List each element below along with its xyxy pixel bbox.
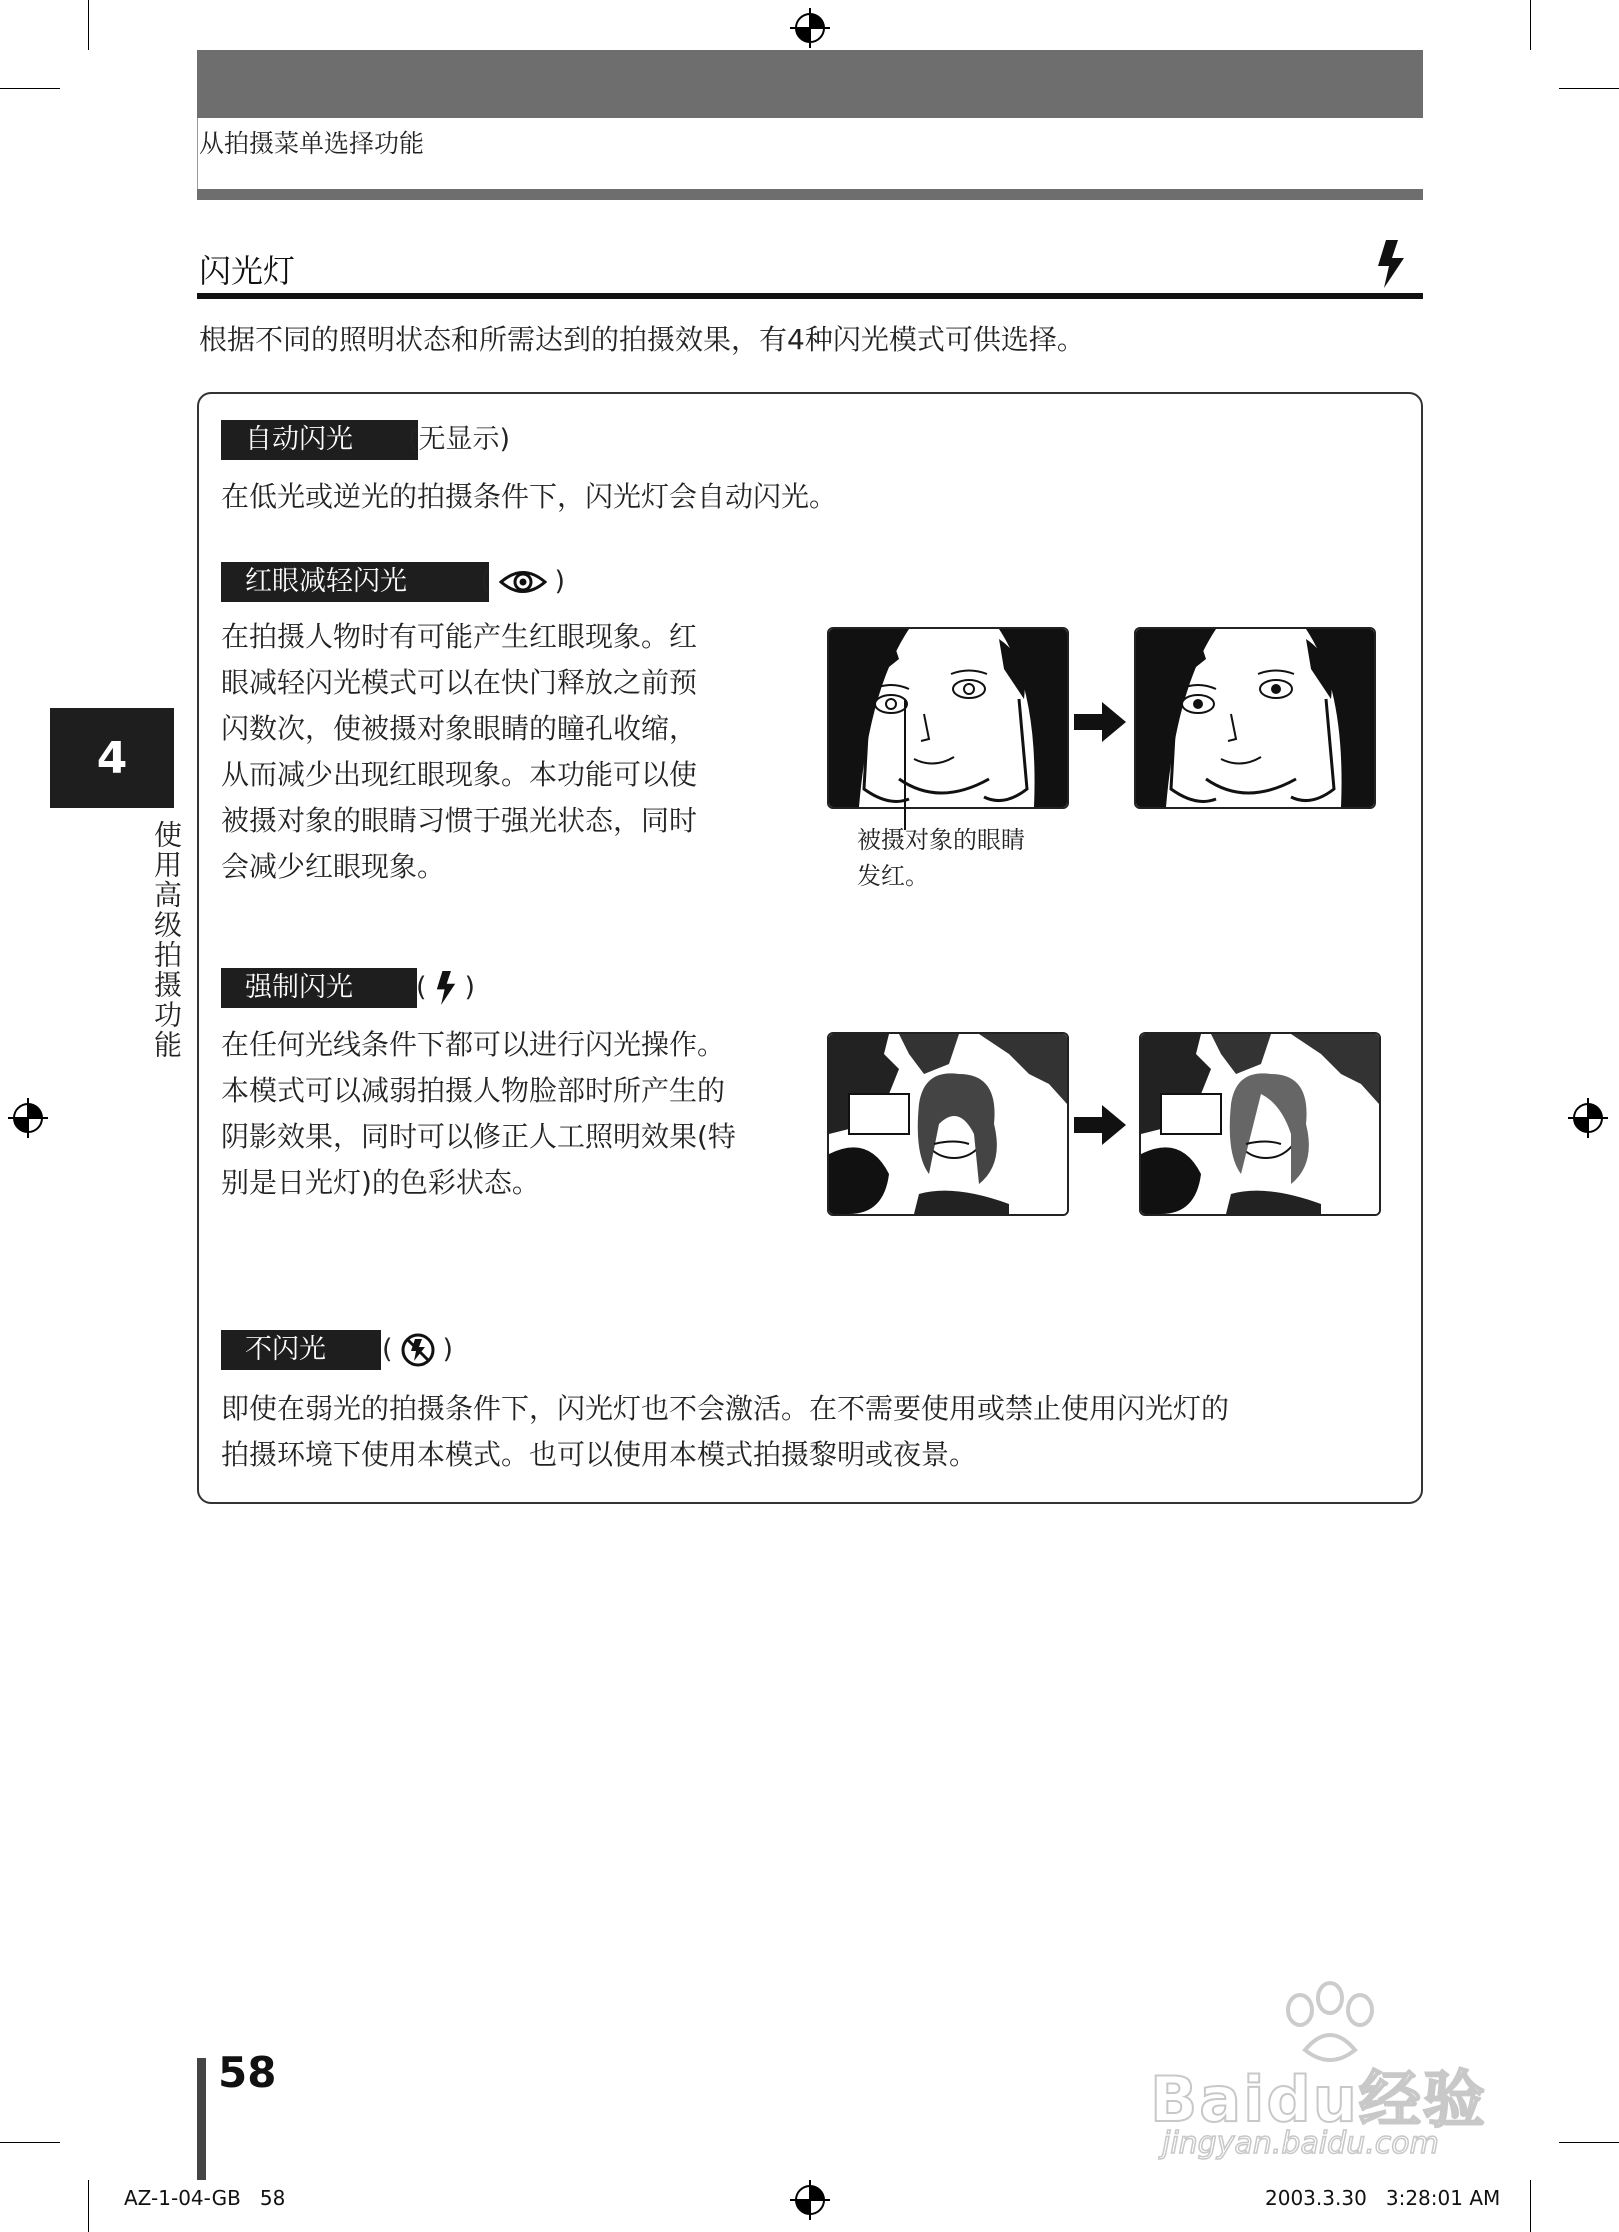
mode-paren-redeye <box>480 562 565 602</box>
red-eye-after-image <box>1134 627 1376 809</box>
print-code: AZ-1-04-GB 58 <box>124 2186 286 2210</box>
chapter-tab: 4 <box>50 708 174 808</box>
mode-label-fill: 强制闪光 <box>221 968 417 1008</box>
page-title: 闪光灯 <box>199 252 296 290</box>
flash-off-icon <box>401 1333 435 1367</box>
crop-mark <box>0 2142 60 2143</box>
body-line: 会减少红眼现象。 <box>221 850 446 883</box>
caption-line: 发红。 <box>857 862 929 890</box>
caption-line: 被摄对象的眼睛 <box>857 826 1025 854</box>
watermark-url: jingyan.baidu.com <box>1162 2126 1439 2161</box>
red-eye-before-image <box>827 627 1069 809</box>
arrow-right-icon <box>1074 702 1126 742</box>
body-line: 在任何光线条件下都可以进行闪光操作。 <box>221 1028 726 1061</box>
mode-body-off <box>221 1386 1229 1478</box>
body-line: 被摄对象的眼睛习惯于强光状态，同时 <box>221 804 698 837</box>
crop-mark <box>1559 88 1619 89</box>
flash-icon <box>1376 240 1406 288</box>
header-divider <box>197 118 198 190</box>
body-line: 闪数次，使被摄对象眼睛的瞳孔收缩， <box>221 712 698 745</box>
mode-label-auto: 自动闪光 <box>221 420 418 460</box>
mode-label-off: 不闪光 <box>221 1330 381 1370</box>
print-timestamp: 2003.3.30 3:28:01 AM <box>1265 2186 1501 2210</box>
body-line: 眼减轻闪光模式可以在快门释放之前预 <box>221 666 698 699</box>
mode-label-redeye: 红眼减轻闪光 <box>221 562 489 602</box>
body-line: 即使在弱光的拍摄条件下，闪光灯也不会激活。在不需要使用或禁止使用闪光灯的 <box>221 1392 1230 1425</box>
baidu-watermark <box>1150 1980 1530 2160</box>
body-line: 别是日光灯)的色彩状态。 <box>221 1166 540 1199</box>
body-line: 拍摄环境下使用本模式。也可以使用本模式拍摄黎明或夜景。 <box>221 1438 978 1471</box>
crop-mark <box>1530 0 1531 50</box>
red-eye-icon <box>499 567 547 597</box>
header-band <box>197 50 1423 118</box>
registration-mark-icon <box>8 1098 48 1138</box>
body-line: 阴影效果，同时可以修正人工照明效果(特 <box>221 1120 736 1153</box>
paren-close: ) <box>554 566 566 597</box>
crop-mark <box>0 88 60 89</box>
mode-body-redeye <box>221 614 697 890</box>
paren-close: ) <box>464 972 476 1003</box>
fill-flash-before-image <box>827 1032 1069 1216</box>
arrow-right-icon <box>1074 1105 1126 1145</box>
body-line: 在拍摄人物时有可能产生红眼现象。红 <box>221 620 698 653</box>
intro-text: 根据不同的照明状态和所需达到的拍摄效果，有4种闪光模式可供选择。 <box>199 323 1085 356</box>
page-number: 58 <box>218 2048 277 2097</box>
crop-mark <box>88 2180 89 2232</box>
header-rule <box>197 189 1423 200</box>
flash-icon <box>435 971 457 1005</box>
body-line: 本模式可以减弱拍摄人物脸部时所产生的 <box>221 1074 726 1107</box>
chapter-title: 使用高级拍摄功能 <box>150 820 183 1060</box>
crop-mark <box>1559 2142 1619 2143</box>
mode-paren-off <box>382 1330 453 1370</box>
paren-close: ) <box>442 1334 454 1365</box>
title-rule <box>197 293 1423 299</box>
mode-paren-auto: (无显示) <box>408 424 511 455</box>
crop-mark <box>88 0 89 50</box>
fill-flash-after-image <box>1139 1032 1381 1216</box>
paren-open: ( <box>480 566 491 597</box>
mode-body-fill <box>221 1022 736 1206</box>
body-line: 从而减少出现红眼现象。本功能可以使 <box>221 758 698 791</box>
paren-open: ( <box>382 1334 393 1365</box>
registration-mark-icon <box>790 8 830 48</box>
watermark-brand: Baidu经验 <box>1150 2063 1487 2136</box>
paren-open: ( <box>416 972 427 1003</box>
crop-mark <box>1530 2180 1531 2232</box>
mode-paren-fill <box>416 968 475 1008</box>
mode-body-auto: 在低光或逆光的拍摄条件下，闪光灯会自动闪光。 <box>221 480 838 513</box>
page-number-bar <box>197 2058 206 2180</box>
registration-mark-icon <box>790 2180 830 2220</box>
red-eye-caption <box>857 822 1025 894</box>
callout-line <box>895 700 915 830</box>
registration-mark-icon <box>1568 1098 1608 1138</box>
section-label: 从拍摄菜单选择功能 <box>199 129 425 158</box>
